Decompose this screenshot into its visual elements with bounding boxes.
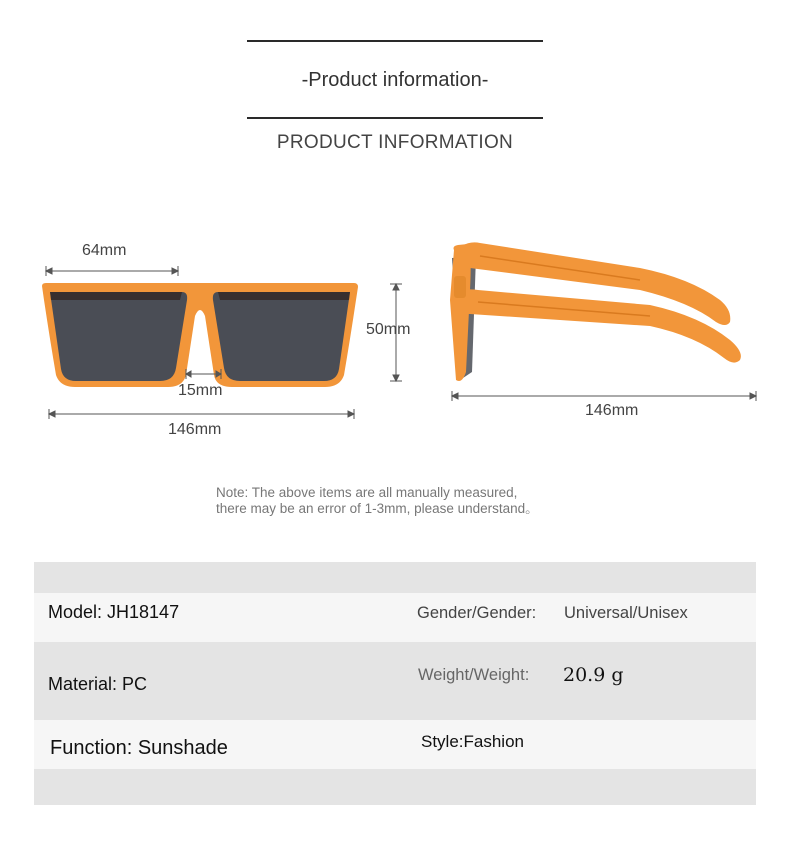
bridge-dimension — [186, 369, 221, 379]
lens-height-label: 50mm — [366, 321, 411, 338]
spec-gender-value: Universal/Unisex — [564, 604, 688, 622]
spec-function: Function: Sunshade — [50, 737, 228, 759]
right-lens — [213, 292, 350, 381]
spec-material: Material: PC — [48, 674, 148, 694]
page-subtitle: PRODUCT INFORMATION — [276, 132, 514, 153]
front-total-width-dimension — [49, 409, 354, 419]
spec-model: Model: JH18147 — [48, 602, 180, 622]
page-title: -Product information- — [301, 69, 489, 91]
spec-weight-label: Weight/Weight: — [418, 666, 530, 684]
note-line-2: there may be an error of 1-3mm, please understand。 — [216, 501, 539, 516]
bridge-label: 15mm — [178, 382, 223, 399]
measurement-note — [216, 485, 539, 517]
spec-band-bottom — [34, 769, 756, 805]
side-view-illustration — [450, 242, 741, 381]
left-lens — [50, 292, 187, 381]
temple-length-label: 146mm — [585, 402, 639, 419]
spec-weight-value: 20.9 g — [563, 664, 624, 686]
note-line-1: Note: The above items are all manually measured, — [216, 485, 518, 500]
lens-width-dimension — [46, 266, 178, 276]
front-total-width-label: 146mm — [168, 421, 222, 438]
temple-length-dimension — [452, 391, 756, 401]
spec-style: Style:Fashion — [421, 732, 524, 751]
spec-gender-label: Gender/Gender: — [417, 604, 537, 622]
spec-band-top — [34, 562, 756, 593]
lens-width-label: 64mm — [82, 242, 127, 259]
